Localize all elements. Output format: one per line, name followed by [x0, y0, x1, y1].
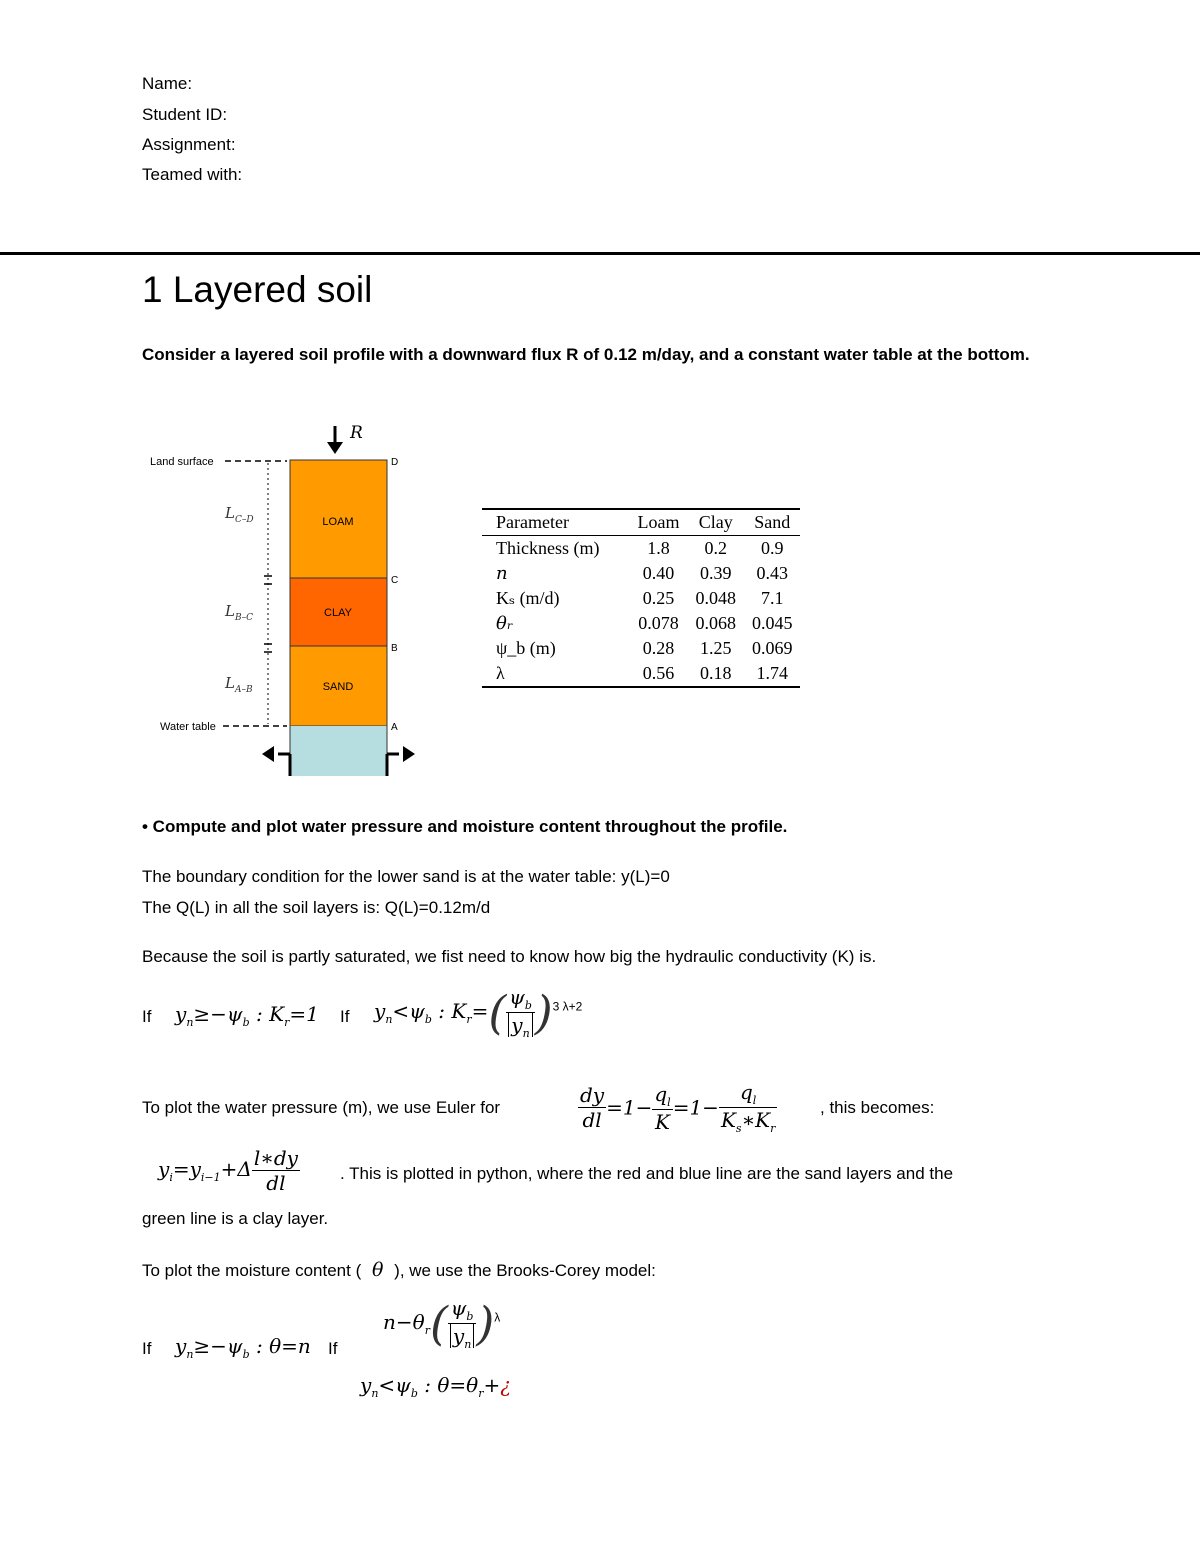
sand-length-sub: A–B: [234, 685, 253, 695]
name-label: Name:: [142, 74, 193, 93]
point-d: D: [391, 457, 399, 468]
clay-length-sub: B–C: [234, 613, 253, 623]
euler-after: , this becomes:: [820, 1098, 935, 1117]
table-cell: 0.56: [629, 661, 687, 687]
svg-text:LC–D: [224, 504, 254, 525]
table-cell: 0.078: [638, 613, 679, 633]
student-id-label: Student ID:: [142, 105, 228, 124]
section-divider: [0, 252, 1200, 255]
table-cell: 7.1: [760, 588, 784, 608]
table-header: Sand: [744, 509, 801, 536]
land-surface-label: Land surface: [150, 456, 214, 468]
parameter-table-wrapper: [482, 508, 800, 688]
table-header: Loam: [629, 509, 687, 536]
table-cell: 0.045: [751, 613, 793, 633]
table-cell: 0.048: [695, 588, 736, 608]
intro-paragraph: Consider a layered soil profile with a downward flux R of 0.12 m/day, and a constant water table at the bottom.: [142, 345, 1030, 364]
moisture-intro-a: To plot the moisture content (: [142, 1261, 362, 1280]
water-table-label: Water table: [160, 721, 216, 733]
assignment-label: Assignment:: [142, 135, 236, 154]
if-label: If: [340, 1007, 350, 1026]
water-zone: [290, 726, 387, 776]
table-header: Parameter: [482, 509, 629, 536]
kr-equation-saturated: $y_n\ge-\psi_b$ : $K_r=1$: [175, 1002, 319, 1029]
parameter-table: [482, 508, 800, 688]
table-row: [482, 586, 800, 611]
table-cell: 1.25: [699, 638, 732, 658]
table-row: [482, 561, 800, 586]
table-cell: Kₛ (m/d): [496, 588, 560, 608]
table-row: [482, 661, 800, 687]
point-a: A: [391, 722, 398, 733]
table-cell: θᵣ: [496, 613, 514, 634]
conductivity-intro: Because the soil is partly saturated, we fist need to know how big the hydraulic conductivity (K) is.: [142, 947, 877, 966]
task-bullet: • Compute and plot water pressure and moisture content throughout the profile.: [142, 817, 788, 836]
kr-exponent: 3 λ+2: [552, 999, 583, 1014]
moisture-intro: [142, 1259, 656, 1282]
flux-arrow-icon: [327, 426, 343, 454]
plot-text: . This is plotted in python, where the red and blue line are the sand layers and the: [340, 1164, 954, 1183]
if-label: If: [328, 1339, 338, 1358]
sand-label: SAND: [322, 681, 354, 693]
table-cell: 0.069: [751, 638, 793, 658]
table-cell: λ: [482, 661, 629, 687]
theta-equation-unsaturated-top: $n-\theta_r$( $\frac{\psi_b}{y_n}$ )$^\lambda$: [383, 1296, 501, 1351]
table-cell: n: [496, 563, 508, 584]
loam-length-label: L: [225, 504, 235, 522]
section-title: 1 Layered soil: [142, 269, 373, 310]
table-cell: Thickness (m): [496, 538, 600, 558]
table-row: [482, 536, 800, 562]
theta-symbol: θ: [371, 1259, 384, 1281]
euler-step-equation: $y_i=y_{i-1}+\Delta$ $\frac{l∗dy}{dl}$: [158, 1146, 298, 1195]
table-cell: 0.28: [642, 638, 675, 658]
table-cell: 0.25: [642, 588, 675, 608]
table-cell: 1.74: [744, 661, 801, 687]
if-label: If: [142, 1339, 152, 1358]
flux-condition-line: The Q(L) in all the soil layers is: Q(L)=0.12m/d: [142, 898, 491, 917]
kr-equation-unsaturated: $y_n<\psi_b$ : $K_r=$( $\frac{\psi_b}{y_n}$ )$^{3 \lambda+2}$: [374, 985, 583, 1040]
theta-equation-saturated: $y_n\ge-\psi_b$ : θ=n: [175, 1334, 311, 1361]
red-glyph: ¿: [500, 1373, 511, 1397]
boundary-condition-line: The boundary condition for the lower sand is at the water table: y(L)=0: [142, 867, 670, 886]
euler-equation: $\frac{dy}{dl}$ =1− $\frac{q_l}{K}$ =1− $\frac{q_l}{K_s∗K_r}$: [580, 1080, 776, 1135]
svg-text:LA–B: [224, 674, 253, 695]
loam-length-sub: C–D: [234, 515, 254, 525]
table-cell: 0.43: [756, 563, 788, 583]
table-header: Clay: [687, 509, 744, 536]
table-cell: 0.2: [704, 538, 727, 558]
teamed-with-label: Teamed with:: [142, 165, 243, 184]
right-flow-arrow-icon: [387, 746, 415, 776]
euler-intro: To plot the water pressure (m), we use Euler for: [142, 1098, 501, 1117]
table-row: [482, 636, 800, 661]
clay-length-label: L: [225, 602, 235, 620]
soil-profile-diagram: [140, 418, 430, 788]
table-cell: 0.9: [760, 538, 784, 558]
table-header-row: [482, 509, 800, 536]
table-cell: 0.39: [699, 563, 732, 583]
moisture-intro-b: ), we use the Brooks-Corey model:: [394, 1261, 656, 1280]
sand-length-label: L: [225, 674, 235, 692]
left-flow-arrow-icon: [262, 746, 290, 776]
lambda-exponent: λ: [494, 1310, 501, 1325]
point-c: C: [391, 575, 399, 586]
table-cell: 0.068: [695, 613, 736, 633]
table-cell: 0.40: [642, 563, 675, 583]
table-cell: ψ_b (m): [496, 638, 556, 658]
table-row: [482, 611, 800, 636]
point-b: B: [391, 643, 398, 654]
svg-text:LB–C: [224, 602, 253, 623]
if-label: If: [142, 1007, 152, 1026]
table-cell: 0.18: [687, 661, 744, 687]
loam-label: LOAM: [322, 516, 354, 528]
clay-label: CLAY: [324, 607, 352, 619]
theta-equation-unsaturated-bottom: $y_n<\psi_b$ : $\theta=\theta_r+¿$: [360, 1373, 511, 1400]
flux-label: R: [350, 423, 363, 443]
plot-text-continued: green line is a clay layer.: [142, 1209, 329, 1228]
table-cell: 1.8: [647, 538, 670, 558]
